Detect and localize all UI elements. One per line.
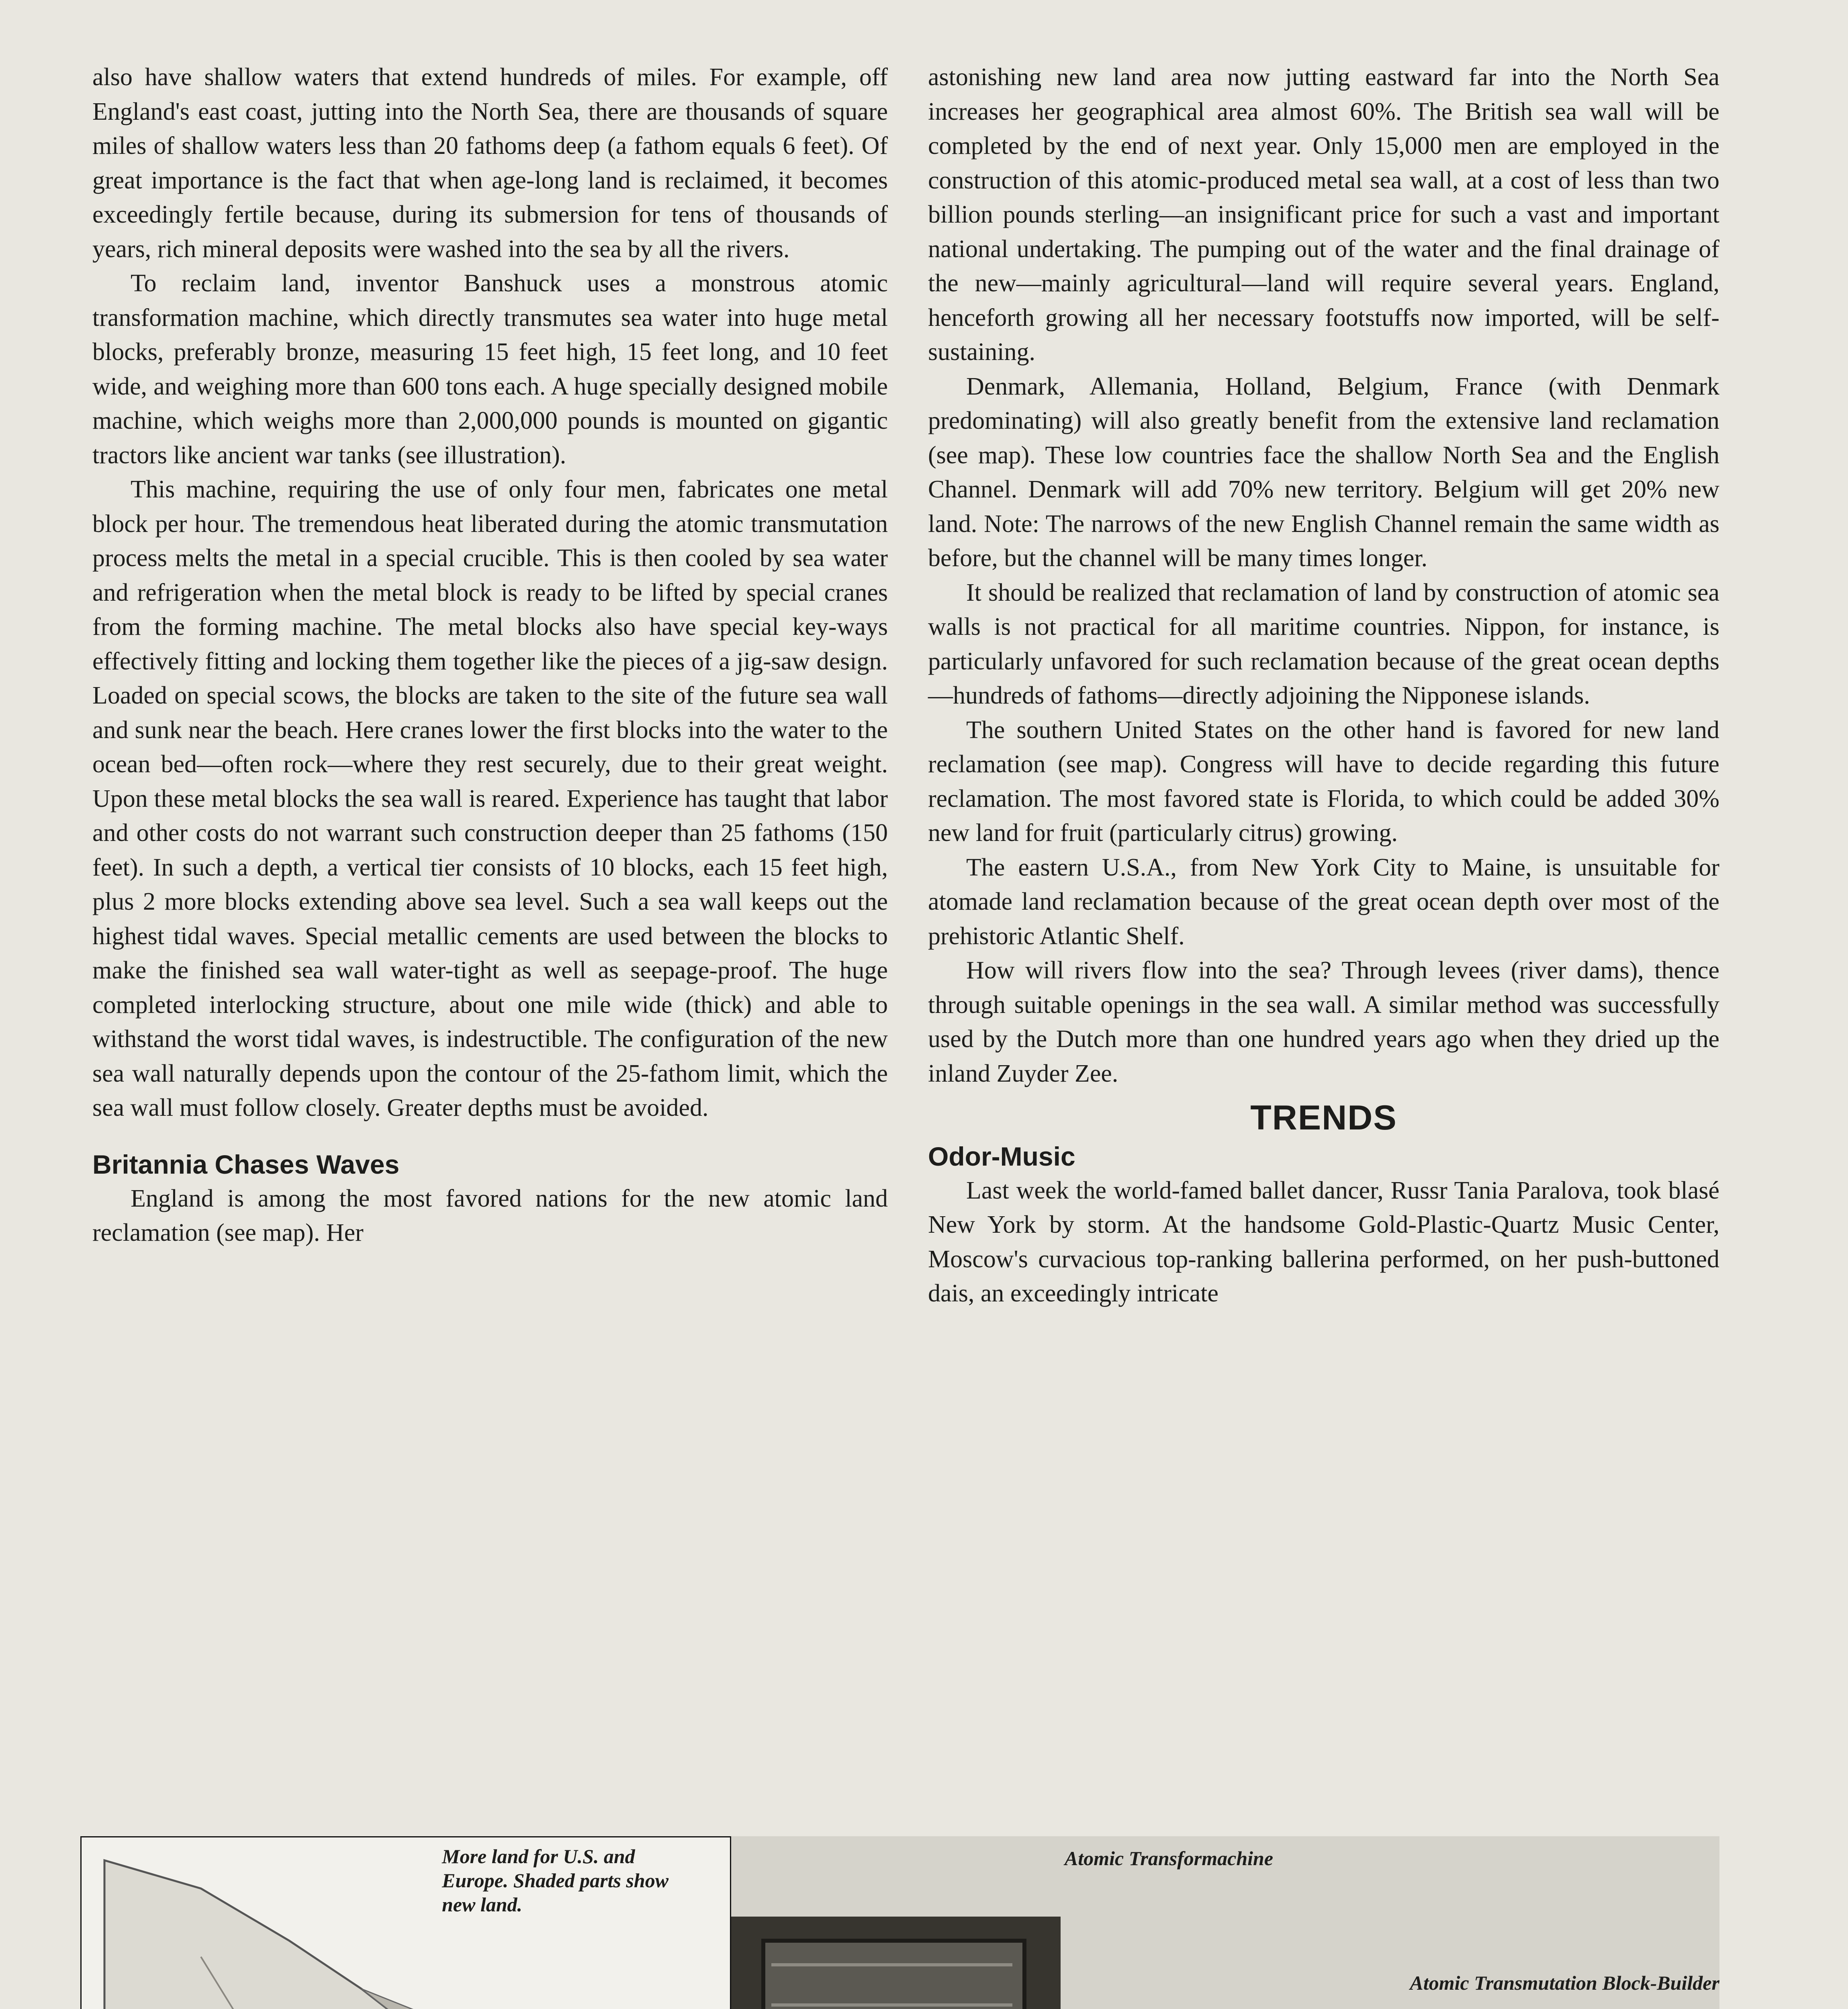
paragraph: also have shallow waters that extend hundreds of miles. For example, off England's east coast, jutting into the North Sea, there are thousands of square miles of shallow waters less than 20 fathoms deep (a fathom equals 6 feet). Of great importance is the fact that when age-long land is reclaimed, it becomes exceedingly fertile because, during its submersion for tens of thousands of years, rich mineral deposits were washed into the sea by all the rivers. bbox=[92, 63, 888, 263]
paragraph: To reclaim land, inventor Banshuck uses a monstrous atomic transformation machine, which directly transmutes sea water into huge metal blocks, preferably bronze, measuring 15 feet high, 15 feet long, and 10 feet wide, and weighing more than 600 tons each. A huge specially designed mobile machine, which weighs more than 2,000,000 pounds is mounted on gigantic tractors like ancient war tanks (see illustration). bbox=[92, 270, 888, 469]
blockbuilder-caption: Atomic Transmutation Block-Builder bbox=[1410, 1972, 1719, 1994]
map-caption: More land for U.S. and Europe. Shaded parts show new land. bbox=[442, 1845, 669, 1916]
paragraph: The eastern U.S.A., from New York City to Maine, is unsuitable for atomade land reclamation because of the great ocean depth over most of the prehistoric Atlantic Shelf. bbox=[928, 853, 1719, 950]
right-text-column bbox=[928, 60, 1719, 1311]
paragraph: How will rivers flow into the sea? Through levees (river dams), thence through suitable openings in the sea wall. A similar method was successfully used by the Dutch more than one hundred years ago when they dried up the inland Zuyder Zee. bbox=[928, 957, 1719, 1087]
paragraph: The southern United States on the other hand is favored for new land reclamation (see map). Congress will have to decide regarding this future reclamation. The most favored state is Florida, to which could be added 30% new land for fruit (particularly citrus) growing. bbox=[928, 716, 1719, 847]
subhead-britannia: Britannia Chases Waves bbox=[92, 1149, 400, 1179]
paragraph: Last week the world-famed ballet dancer, Russr Tania Paralova, took blasé New York by storm. At the handsome Gold-Plastic-Quartz Music Center, Moscow's curvacious top-ranking ballerina performed, on her push-buttoned dais, an exceedingly intricate bbox=[928, 1176, 1719, 1307]
paragraph: England is among the most favored nations for the new atomic land reclamation (see map). Her bbox=[92, 1185, 888, 1246]
paragraph: This machine, requiring the use of only four men, fabricates one metal block per hour. The tremendous heat liberated during the atomic transmutation process melts the metal in a special crucible. This is then cooled by sea water and refrigeration when the metal block is ready to be lifted by special cranes from the forming machine. The metal blocks also have special key-ways effectively fitting and locking them together like the pieces of a jig-saw design. Loaded on special scows, the blocks are taken to the site of the future sea wall and sunk near the beach. Here cranes lower the first blocks into the water to the ocean bed—often rock—where they rest securely, due to their great weight. Upon these metal blocks the sea wall is reared. Experience has taught that labor and other costs do not warrant such construction deeper than 25 fathoms (150 feet). In such a depth, a vertical tier consists of 10 blocks, each 15 feet high, plus 2 more blocks extending above sea level. Such a sea wall keeps out the highest tidal waves. Special metallic cements are used between the blocks to make the finished sea wall water-tight as well as seepage-proof. The huge completed interlocking structure, about one mile wide (thick) and able to withstand the worst tidal waves, is indestructible. The configuration of the new sea wall naturally depends upon the contour of the 25-fathom limit, which the sea wall must follow closely. Greater depths must be avoided. bbox=[92, 476, 888, 1121]
left-text-column bbox=[92, 60, 888, 1250]
section-title-trends: TRENDS bbox=[1250, 1099, 1397, 1137]
paragraph: astonishing new land area now jutting eastward far into the North Sea increases her geographical area almost 60%. The British sea wall will be completed by the end of next year. Only 15,000 men are employed in the construction of this atomic-produced metal sea wall, at a cost of less than two billion pounds sterling—an insignificant price for such a vast and important national undertaking. The pumping out of the water and the final drainage of the new—mainly agricultural—land will require several years. England, henceforth growing all her necessary footstuffs now imported, will be self-sustaining. bbox=[928, 63, 1719, 366]
machine-caption: Atomic Transformachine bbox=[1065, 1847, 1274, 1870]
subhead-odor-music: Odor-Music bbox=[928, 1141, 1075, 1171]
paragraph: Denmark, Allemania, Holland, Belgium, France (with Denmark predominating) will also greatly benefit from the extensive land reclamation (see map). These low countries face the shallow North Sea and the English Channel. Denmark will add 70% new territory. Belgium will get 20% new land. Note: The narrows of the new English Channel remain the same width as before, but the channel will be many times longer. bbox=[928, 372, 1719, 572]
paragraph: It should be realized that reclamation of land by construction of atomic sea walls is not practical for all maritime countries. Nippon, for instance, is particularly unfavored for such reclamation because of the great ocean depths—hundreds of fathoms—directly adjoining the Nipponese islands. bbox=[928, 579, 1719, 709]
